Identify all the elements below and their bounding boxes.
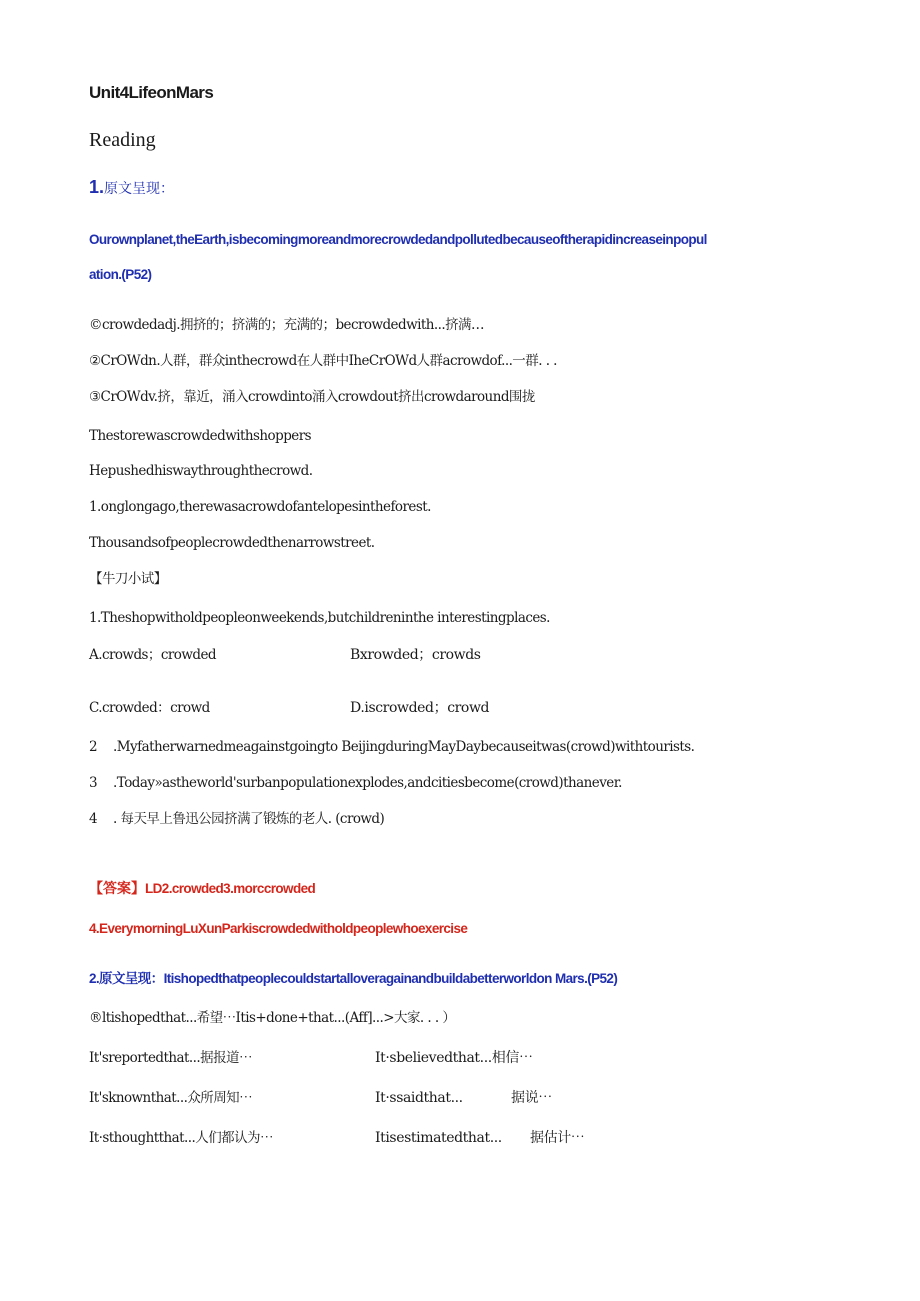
example-sentence: Thestorewascrowdedwithshoppers	[89, 428, 312, 444]
question-4-number: 4	[89, 811, 98, 827]
phrase-right-meaning: 据估计⋯	[530, 1130, 585, 1146]
answer-label: 【答案】	[89, 881, 145, 897]
phrase-right: It·sbelievedthat...相信⋯	[375, 1050, 533, 1066]
example-sentence: 1.onglongago,therewasacrowdofantelopesintheforest.	[89, 499, 431, 515]
phrase-left: It·sthoughtthat...人们都认为⋯	[89, 1130, 273, 1146]
option-a: A.crowds；crowded	[89, 647, 216, 663]
note-verb: ③CrOWdv.挤，靠近，涌入crowdinto涌入crowdout挤出crowdaround围拢	[89, 389, 535, 405]
phrase-right: Itisestimatedthat...	[375, 1130, 502, 1146]
passage-1-number: 1.	[89, 177, 105, 197]
question-1: 1.Theshopwitholdpeopleonweekends,butchildreninthe interestingplaces.	[89, 610, 550, 626]
passage-2-sentence: Itishopedthatpeoplecouldstartalloveragainandbuildabetterworldon Mars.(P52)	[163, 971, 618, 986]
question-2-text: .Myfatherwarnedmeagainstgoingto BeijingduringMayDaybecauseitwas(crowd)withtourists.	[113, 739, 695, 755]
passage-2-label: 2.原文呈现：	[89, 971, 164, 986]
question-2-number: 2	[89, 739, 98, 755]
question-3-text: .Today»astheworld'surbanpopulationexplodes,andcitiesbecome(crowd)thanever.	[113, 775, 622, 791]
unit-title: Unit4LifeonMars	[89, 83, 214, 102]
example-sentence: Thousandsofpeoplecrowdedthenarrowstreet.	[89, 535, 375, 551]
passage-2-heading	[89, 970, 617, 988]
phrase-right-meaning: 据说⋯	[511, 1090, 552, 1106]
question-2	[89, 738, 694, 756]
example-sentence: Hepushedhiswaythroughthecrowd.	[89, 463, 313, 479]
answer-line-1	[89, 880, 315, 898]
phrase-left: It'sknownthat...众所周知⋯	[89, 1090, 253, 1106]
practice-header: 【牛刀小试】	[89, 571, 167, 587]
passage-1-sentence-line-1: Ourownplanet,theEarth,isbecomingmoreandmorecrowdedandpollutedbecauseoftherapidincreaseinpopul	[89, 232, 707, 247]
passage-2-note: ®ltishopedthat...希望⋯Itis+done+that...(Aff]...>大家. . . ）	[89, 1010, 456, 1026]
section-heading: Reading	[89, 129, 156, 151]
note-noun: ②CrOWdn.人群，群众inthecrowd在人群中IheCrOWd人群acrowdof...一群. . .	[89, 353, 557, 369]
question-4-text: . 每天早上鲁迅公园挤满了锻炼的老人. (crowd)	[113, 811, 385, 827]
question-3	[89, 774, 622, 792]
answer-line-2: 4.EverymorningLuXunParkiscrowdedwitholdpeoplewhoexercise	[89, 921, 468, 936]
passage-1-sentence-line-2: ation.(P52)	[89, 267, 152, 282]
phrase-left: It'sreportedthat...据报道⋯	[89, 1050, 252, 1066]
note-adjective: ©crowdedadj.拥挤的；挤满的；充满的；becrowdedwith...挤满…	[89, 317, 484, 333]
phrase-right: It·ssaidthat...	[375, 1090, 463, 1106]
passage-1-label: 原文呈现：	[104, 181, 175, 197]
answer-text-1: LD2.crowded3.morccrowded	[145, 881, 316, 896]
option-d: D.iscrowded；crowd	[350, 700, 490, 716]
option-b: Bxrowded；crowds	[350, 647, 481, 663]
passage-1-heading	[89, 178, 174, 198]
question-3-number: 3	[89, 775, 98, 791]
question-4	[89, 810, 384, 828]
option-c: C.crowded：crowd	[89, 700, 210, 716]
